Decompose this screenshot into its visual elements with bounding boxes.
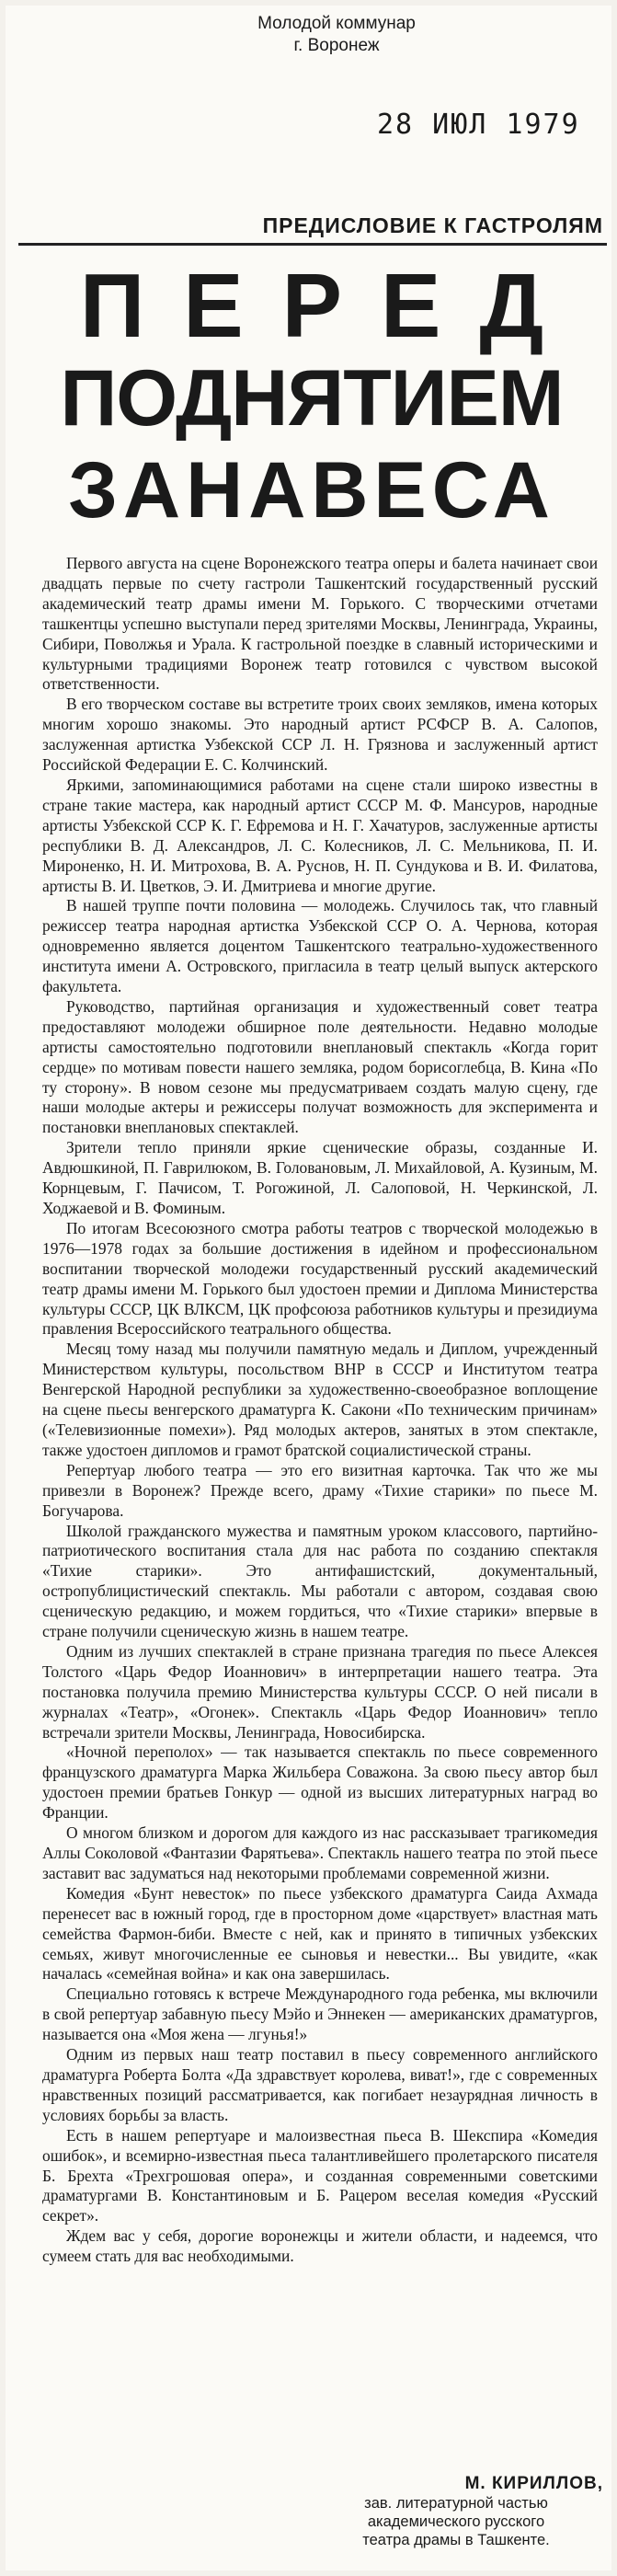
preface-rubric: ПРЕДИСЛОВИЕ К ГАСТРОЛЯМ	[262, 213, 603, 237]
date-stamp: 28 ИЮЛ 1979	[377, 109, 580, 141]
article-paragraph: Комедия «Бунт невесток» по пьесе узбекского драматурга Саида Ахмада перенесет вас в южный город, где в просторном доме «царствует» властная мать семейства Фармон-биби. Вместе с ней, как и принято в типичных узбекских семьях, живут многочисленные ее сыновья и невестки... Вы увидите, «как началась «семейная война» и как она завершилась.	[42, 1883, 598, 1984]
headline-line-2: ПОДНЯТИЕМ	[60, 354, 564, 443]
newspaper-stamp	[235, 13, 438, 57]
article-paragraph: Одним из первых наш театр поставил в пьесу современного английского драматурга Роберта Болта «Да здравствует королева, виват!», где с современных нравственных позиций рассматривается, как погибает незаурядная личность в условиях борьбы за власть.	[42, 2045, 598, 2124]
article-paragraph: В его творческом составе вы встретите троих своих земляков, имена которых многим хорошо знакомы. Это народный артист РСФСР В. А. Салопов, заслуженная артистка Узбекской ССР Л. Н. Грязнова и заслуженный артист Российской Федерации Е. С. Колчинский.	[42, 695, 598, 775]
article-paragraph: Зрители тепло приняли яркие сценические образы, созданные И. Авдюшкиной, П. Гаврилюком, В. Головановым, Л. Михайловой, А. Кузиным, М. Корнцевым, Г. Пачисом, Т. Рогожиной, Л. Салоповой, Н. Черкинской, Л. Ходжаевой и В. Фоминым.	[42, 1138, 598, 1217]
author-position-line: академического русского	[367, 2513, 545, 2530]
author-name: М. КИРИЛЛОВ,	[464, 2474, 603, 2493]
article-body	[42, 554, 598, 2267]
headline-line-3: ЗАНАВЕСА	[68, 446, 555, 535]
article-paragraph: Месяц тому назад мы получили памятную медаль и Диплом, учрежденный Министерством культуры, посольством ВНР в СССР и Институтом театра Венгерской Народной республики за художественно-своеобразное воплощение на сцене пьесы венгерского драматурга К. Сакони «По техническим причинам» («Телевизионные помехи»). Ряд молодых актеров, занятых в этом спектакле, также удостоен дипломов и грамот братской социалистической страны.	[42, 1340, 598, 1459]
article-paragraph: Руководство, партийная организация и художественный совет театра предоставляют молодежи обширное поле деятельности. Недавно молодые артисты самостоятельно подготовили внеплановый спектакль «Когда горит сердце» по мотивам повести нашего земляка, родом борисоглебца, В. Кина «По ту сторону». В новом сезоне мы предусматриваем создать малую сцену, где наши молодые актеры и режиссеры получат возможность для эксперимента и постановки внеплановых спектаклей.	[42, 996, 598, 1137]
signature	[309, 2474, 603, 2549]
article-paragraph: Репертуар любого театра — это его визитная карточка. Так что же мы привезли в Воронеж? Прежде всего, драму «Тихие старики» по пьесе М. Богучарова.	[42, 1460, 598, 1520]
author-position-line: зав. литературной частью	[364, 2495, 548, 2512]
stamp-newspaper-name: Молодой коммунар	[257, 14, 416, 33]
article-paragraph: В нашей труппе почти половина — молодежь. Случилось так, что главный режиссер театра народная артистка Узбекской ССР О. А. Чернова, которая одновременно является доцентом Ташкентского театрально-художественного института имени А. Островского, пригласила в театр целый выпуск актерского факультета.	[42, 896, 598, 996]
article-paragraph: Первого августа на сцене Воронежского театра оперы и балета начинает свои двадцать первые по счету гастроли Ташкентский государственный русский академический театр драмы имени М. Горького. С творческими отчетами ташкентцы успешно выступали перед зрителями Москвы, Ленинграда, Украины, Сибири, Поволжья и Урала. К гастрольной поездке в славный историческими и культурными традициями Воронеж театр готовился с чувством высокой ответственности.	[42, 554, 598, 694]
article-paragraph: Одним из лучших спектаклей в стране признана трагедия по пьесе Алексея Толстого «Царь Федор Иоаннович» в интерпретации нашего театра. Эта постановка получила премию Министерства культуры СССР. О ней писали в журналах «Театр», «Огонек». Спектакль «Царь Федор Иоаннович» тепло встречали зрители Москвы, Ленинграда, Новосибирска.	[42, 1641, 598, 1742]
author-position-line: театра драмы в Ташкенте.	[362, 2532, 550, 2548]
rubric-divider	[18, 243, 607, 246]
article-paragraph: По итогам Всесоюзного смотра работы театров с творческой молодежью в 1976—1978 годах за большие достижения в идейном и профессиональном воспитании творческой молодежи государственный русский академический театр драмы имени М. Горького был удостоен премии и Диплома Министерства культуры СССР, ЦК ВЛКСМ, ЦК профсоюза работников культуры и президиума правления Всероссийского театрального общества.	[42, 1218, 598, 1339]
article-paragraph: Яркими, запоминающимися работами на сцене стали широко известны в стране такие мастера, как народный артист СССР М. Ф. Мансуров, народные артисты Узбекской ССР К. Г. Ефремова и Н. Г. Хачатуров, заслуженные артисты республики В. Д. Александров, Л. С. Колесников, Л. С. Мельникова, П. И. Мироненко, Н. И. Митрохова, В. А. Руснов, Н. П. Сундукова и В. И. Филатова, артисты В. И. Цветков, Э. И. Дмитриева и многие другие.	[42, 775, 598, 895]
headline-line-1: ПЕРЕД	[79, 255, 583, 356]
article-paragraph: О многом близком и дорогом для каждого из нас рассказывает трагикомедия Аллы Соколовой «Фантазии Фарятьева». Спектакль нашего театра по этой пьесе заставит вас задуматься над некоторыми проблемами современной жизни.	[42, 1823, 598, 1882]
article-paragraph: Специально готовясь к встрече Международного года ребенка, мы включили в свой репертуар забавную пьесу Мэйо и Эннекен — американских драматургов, называется она «Моя жена — лгунья!»	[42, 1984, 598, 2044]
article-paragraph: Ждем вас у себя, дорогие воронежцы и жители области, и надеемся, что сумеем стать для вас необходимыми.	[42, 2226, 598, 2266]
article-paragraph: Есть в нашем репертуаре и малоизвестная пьеса В. Шекспира «Комедия ошибок», и всемирно-известная пьеса талантливейшего пролетарского писателя Б. Брехта «Трехгрошовая опера», и созданная современными советскими драматургами В. Константиновым и Б. Рацером веселая комедия «Русский секрет».	[42, 2125, 598, 2225]
article-paragraph: Школой гражданского мужества и памятным уроком классового, партийно-патриотического воспитания стала для нас работа по созданию спектакля «Тихие старики». Это антифашистский, документальный, остропублицистический спектакль. Мы работали с автором, создавая свою сценическую редакцию, и можем гордиться, что «Тихие старики» впервые в стране получили сценическую жизнь в нашем театре.	[42, 1521, 598, 1641]
stamp-city: г. Воронеж	[293, 36, 380, 55]
article-paragraph: «Ночной переполох» — так называется спектакль по пьесе современного французского драматурга Марка Жильбера Соважона. За свою пьесу автор был удостоен премии братьев Гонкур — одной из высших литературных наград во Франции.	[42, 1742, 598, 1823]
newspaper-clipping	[6, 6, 611, 2570]
